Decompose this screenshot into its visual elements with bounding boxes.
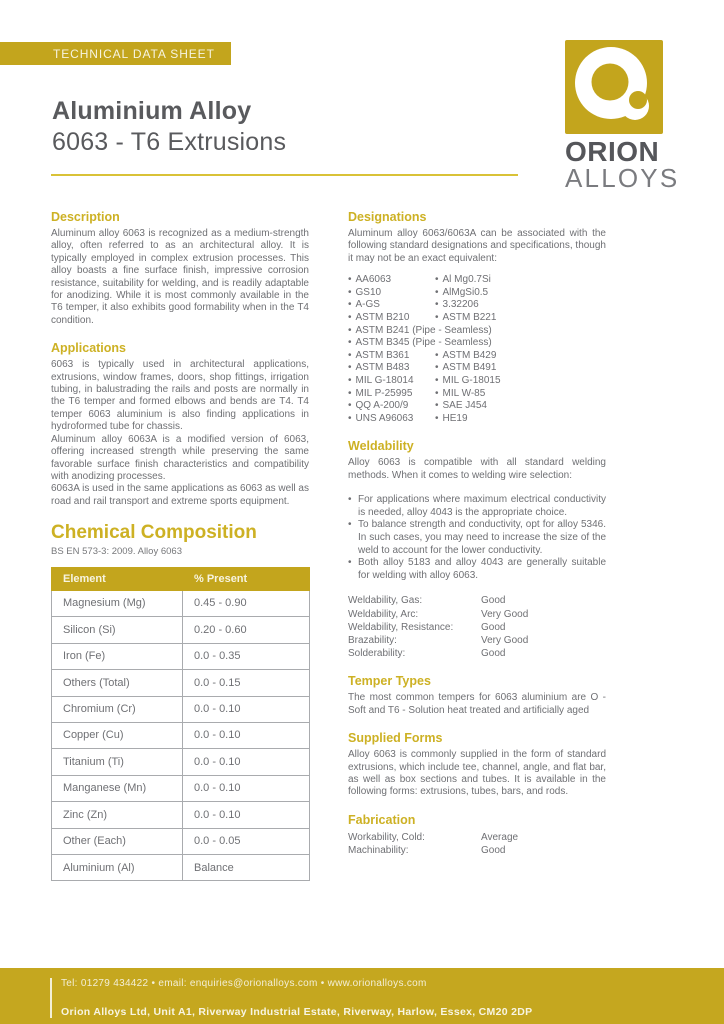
table-row (52, 749, 310, 775)
table-row (52, 696, 310, 722)
column-header-element: Element (52, 567, 183, 590)
list-item: • ASTM B210 • ASTM B221 (348, 312, 606, 325)
table-row (52, 722, 310, 748)
right-column (348, 210, 606, 895)
title-line1: Aluminium Alloy (52, 97, 252, 125)
list-item: • MIL P-25995 • MIL W-85 (348, 388, 606, 401)
list-item: • ASTM B361 • ASTM B429 (348, 350, 606, 363)
temper-types-body: The most common tempers for 6063 aluminium are O - Soft and T6 - Solution heat treated and artificially aged (348, 692, 606, 716)
weldability-heading: Weldability (348, 439, 414, 454)
title-line2: 6063 - T6 Extrusions (52, 128, 287, 156)
percent-cell: 0.0 - 0.10 (183, 722, 310, 748)
designations-heading: Designations (348, 210, 427, 224)
percent-cell: 0.45 - 0.90 (183, 590, 310, 616)
percent-cell: 0.0 - 0.05 (183, 828, 310, 854)
list-item: • MIL G-18014 • MIL G-18015 (348, 375, 606, 388)
element-cell: Zinc (Zn) (52, 802, 183, 828)
list-item: • ASTM B241 (Pipe - Seamless) (348, 325, 606, 338)
list-item: • Both alloy 5183 and alloy 4043 are generally suitable for welding with alloy 6063. (348, 557, 606, 582)
applications-heading: Applications (51, 341, 127, 356)
element-cell: Titanium (Ti) (52, 749, 183, 775)
section-weldability (348, 439, 606, 660)
section-description (51, 210, 309, 327)
percent-cell: 0.0 - 0.10 (183, 775, 310, 801)
supplied-forms-body: Alloy 6063 is commonly supplied in the form of standard extrusions, which include tee, channel, angle, and flat bar, as well as box sections and tubes. It is available in the following forms: extrusions, tubes, bars, and rods. (348, 749, 606, 798)
column-header-percent: % Present (183, 567, 310, 590)
description-heading: Description (51, 210, 120, 224)
list-item: • GS10 • AlMgSi0.5 (348, 287, 606, 300)
percent-cell: 0.0 - 0.15 (183, 670, 310, 696)
element-cell: Silicon (Si) (52, 617, 183, 643)
footer-address: Orion Alloys Ltd, Unit A1, Riverway Industrial Estate, Riverway, Harlow, Essex, CM20 2DP (61, 1006, 533, 1018)
element-cell: Copper (Cu) (52, 722, 183, 748)
percent-cell: 0.0 - 0.10 (183, 696, 310, 722)
applications-paragraph: 6063A is used in the same applications as 6063 as well as road and rail transport and extreme sports equipment. (51, 483, 309, 507)
list-item: • ASTM B345 (Pipe - Seamless) (348, 337, 606, 350)
brand-name: ORION (565, 136, 660, 167)
element-cell: Aluminium (Al) (52, 855, 183, 881)
chemical-composition-heading: Chemical Composition (51, 522, 257, 544)
percent-cell: 0.0 - 0.10 (183, 802, 310, 828)
property-row: Workability, Cold: Average (348, 831, 519, 843)
property-row: Solderability: Good (348, 648, 506, 660)
brand-subname: ALLOYS (565, 163, 680, 193)
percent-cell: 0.0 - 0.10 (183, 749, 310, 775)
footer (0, 968, 724, 1024)
property-row: Machinability: Good (348, 844, 506, 856)
property-row: Brazability: Very Good (348, 634, 529, 646)
temper-types-heading: Temper Types (348, 674, 431, 689)
percent-cell: 0.0 - 0.35 (183, 643, 310, 669)
list-item: • To balance strength and conductivity, opt for alloy 5346. In such cases, you may need to increase the size of the weld to account for the lower conductivity. (348, 519, 606, 557)
table-row (52, 670, 310, 696)
weldability-bullet-list (348, 494, 606, 582)
table-row (52, 828, 310, 854)
fabrication-heading: Fabrication (348, 812, 416, 827)
orion-alloys-logo (565, 40, 680, 193)
element-cell: Manganese (Mn) (52, 775, 183, 801)
element-cell: Other (Each) (52, 828, 183, 854)
page-title (52, 96, 286, 158)
percent-cell: 0.20 - 0.60 (183, 617, 310, 643)
weldability-intro: Alloy 6063 is compatible with all standard welding methods. When it comes to welding wire selection: (348, 457, 606, 481)
section-temper-types (348, 674, 606, 717)
description-body: Aluminum alloy 6063 is recognized as a medium-strength alloy, often referred to as an architectural alloy. It is typically employed in complex extrusion processes. This alloy boasts a fine surface finish, impressive corrosion resistance, suitability for welding, and is readily adaptable for anodizing. While it is most commonly available in the T6 temper, it also exhibits good formability when in the T4 condition. (51, 228, 309, 326)
designations-intro: Aluminum alloy 6063/6063A can be associated with the following standard designations and specifications, though it may not be an exact equivalent: (348, 228, 606, 264)
table-row (52, 643, 310, 669)
applications-paragraph: Aluminum alloy 6063A is a modified version of 6063, offering increased strength while preserving the same favorable surface finish characteristics and compatibility with anodizing processes. (51, 433, 309, 482)
list-item: • For applications where maximum electrical conductivity is needed, alloy 4043 is the appropriate choice. (348, 494, 606, 519)
property-row: Weldability, Arc: Very Good (348, 608, 529, 620)
section-designations (348, 210, 606, 425)
table-row (52, 617, 310, 643)
property-row: Weldability, Gas: Good (348, 595, 506, 607)
element-cell: Others (Total) (52, 670, 183, 696)
designations-list (348, 274, 606, 425)
orion-logo-icon (565, 40, 665, 134)
table-row (52, 775, 310, 801)
applications-paragraph: 6063 is typically used in architectural applications, extrusions, window frames, doors, shop fittings, irrigation tubing, in balustrading the rails and posts are normally in the T6 temper and formed elbows and bends are T4. T4 temper 6063 aluminium is also finding applications in hydroformed tube for chassis. (51, 359, 309, 433)
section-applications (51, 341, 309, 508)
table-row (52, 855, 310, 881)
list-item: • QQ A-200/9 • SAE J454 (348, 400, 606, 413)
composition-table (51, 567, 310, 882)
table-row (52, 802, 310, 828)
list-item: • AA6063 • Al Mg0.7Si (348, 274, 606, 287)
percent-cell: Balance (183, 855, 310, 881)
section-supplied-forms (348, 731, 606, 799)
footer-contact: Tel: 01279 434422 • email: enquiries@orionalloys.com • www.orionalloys.com (61, 978, 427, 989)
element-cell: Magnesium (Mg) (52, 590, 183, 616)
table-header-row (52, 567, 310, 590)
list-item: • UNS A96063 • HE19 (348, 413, 606, 426)
element-cell: Iron (Fe) (52, 643, 183, 669)
element-cell: Chromium (Cr) (52, 696, 183, 722)
list-item: • ASTM B483 • ASTM B491 (348, 362, 606, 375)
chemical-composition-subtitle: BS EN 573-3: 2009. Alloy 6063 (51, 546, 182, 558)
table-row (52, 590, 310, 616)
property-row: Weldability, Resistance: Good (348, 621, 506, 633)
section-chemical-composition (51, 522, 309, 881)
left-column (51, 210, 309, 895)
title-underline (51, 174, 518, 176)
content-columns (51, 210, 607, 895)
list-item: • A-GS • 3.32206 (348, 299, 606, 312)
section-fabrication (348, 813, 606, 857)
footer-content (50, 978, 532, 1018)
weldability-properties (348, 594, 606, 660)
banner-label: TECHNICAL DATA SHEET (53, 46, 215, 61)
banner-technical-data-sheet (0, 42, 231, 65)
supplied-forms-heading: Supplied Forms (348, 731, 443, 746)
